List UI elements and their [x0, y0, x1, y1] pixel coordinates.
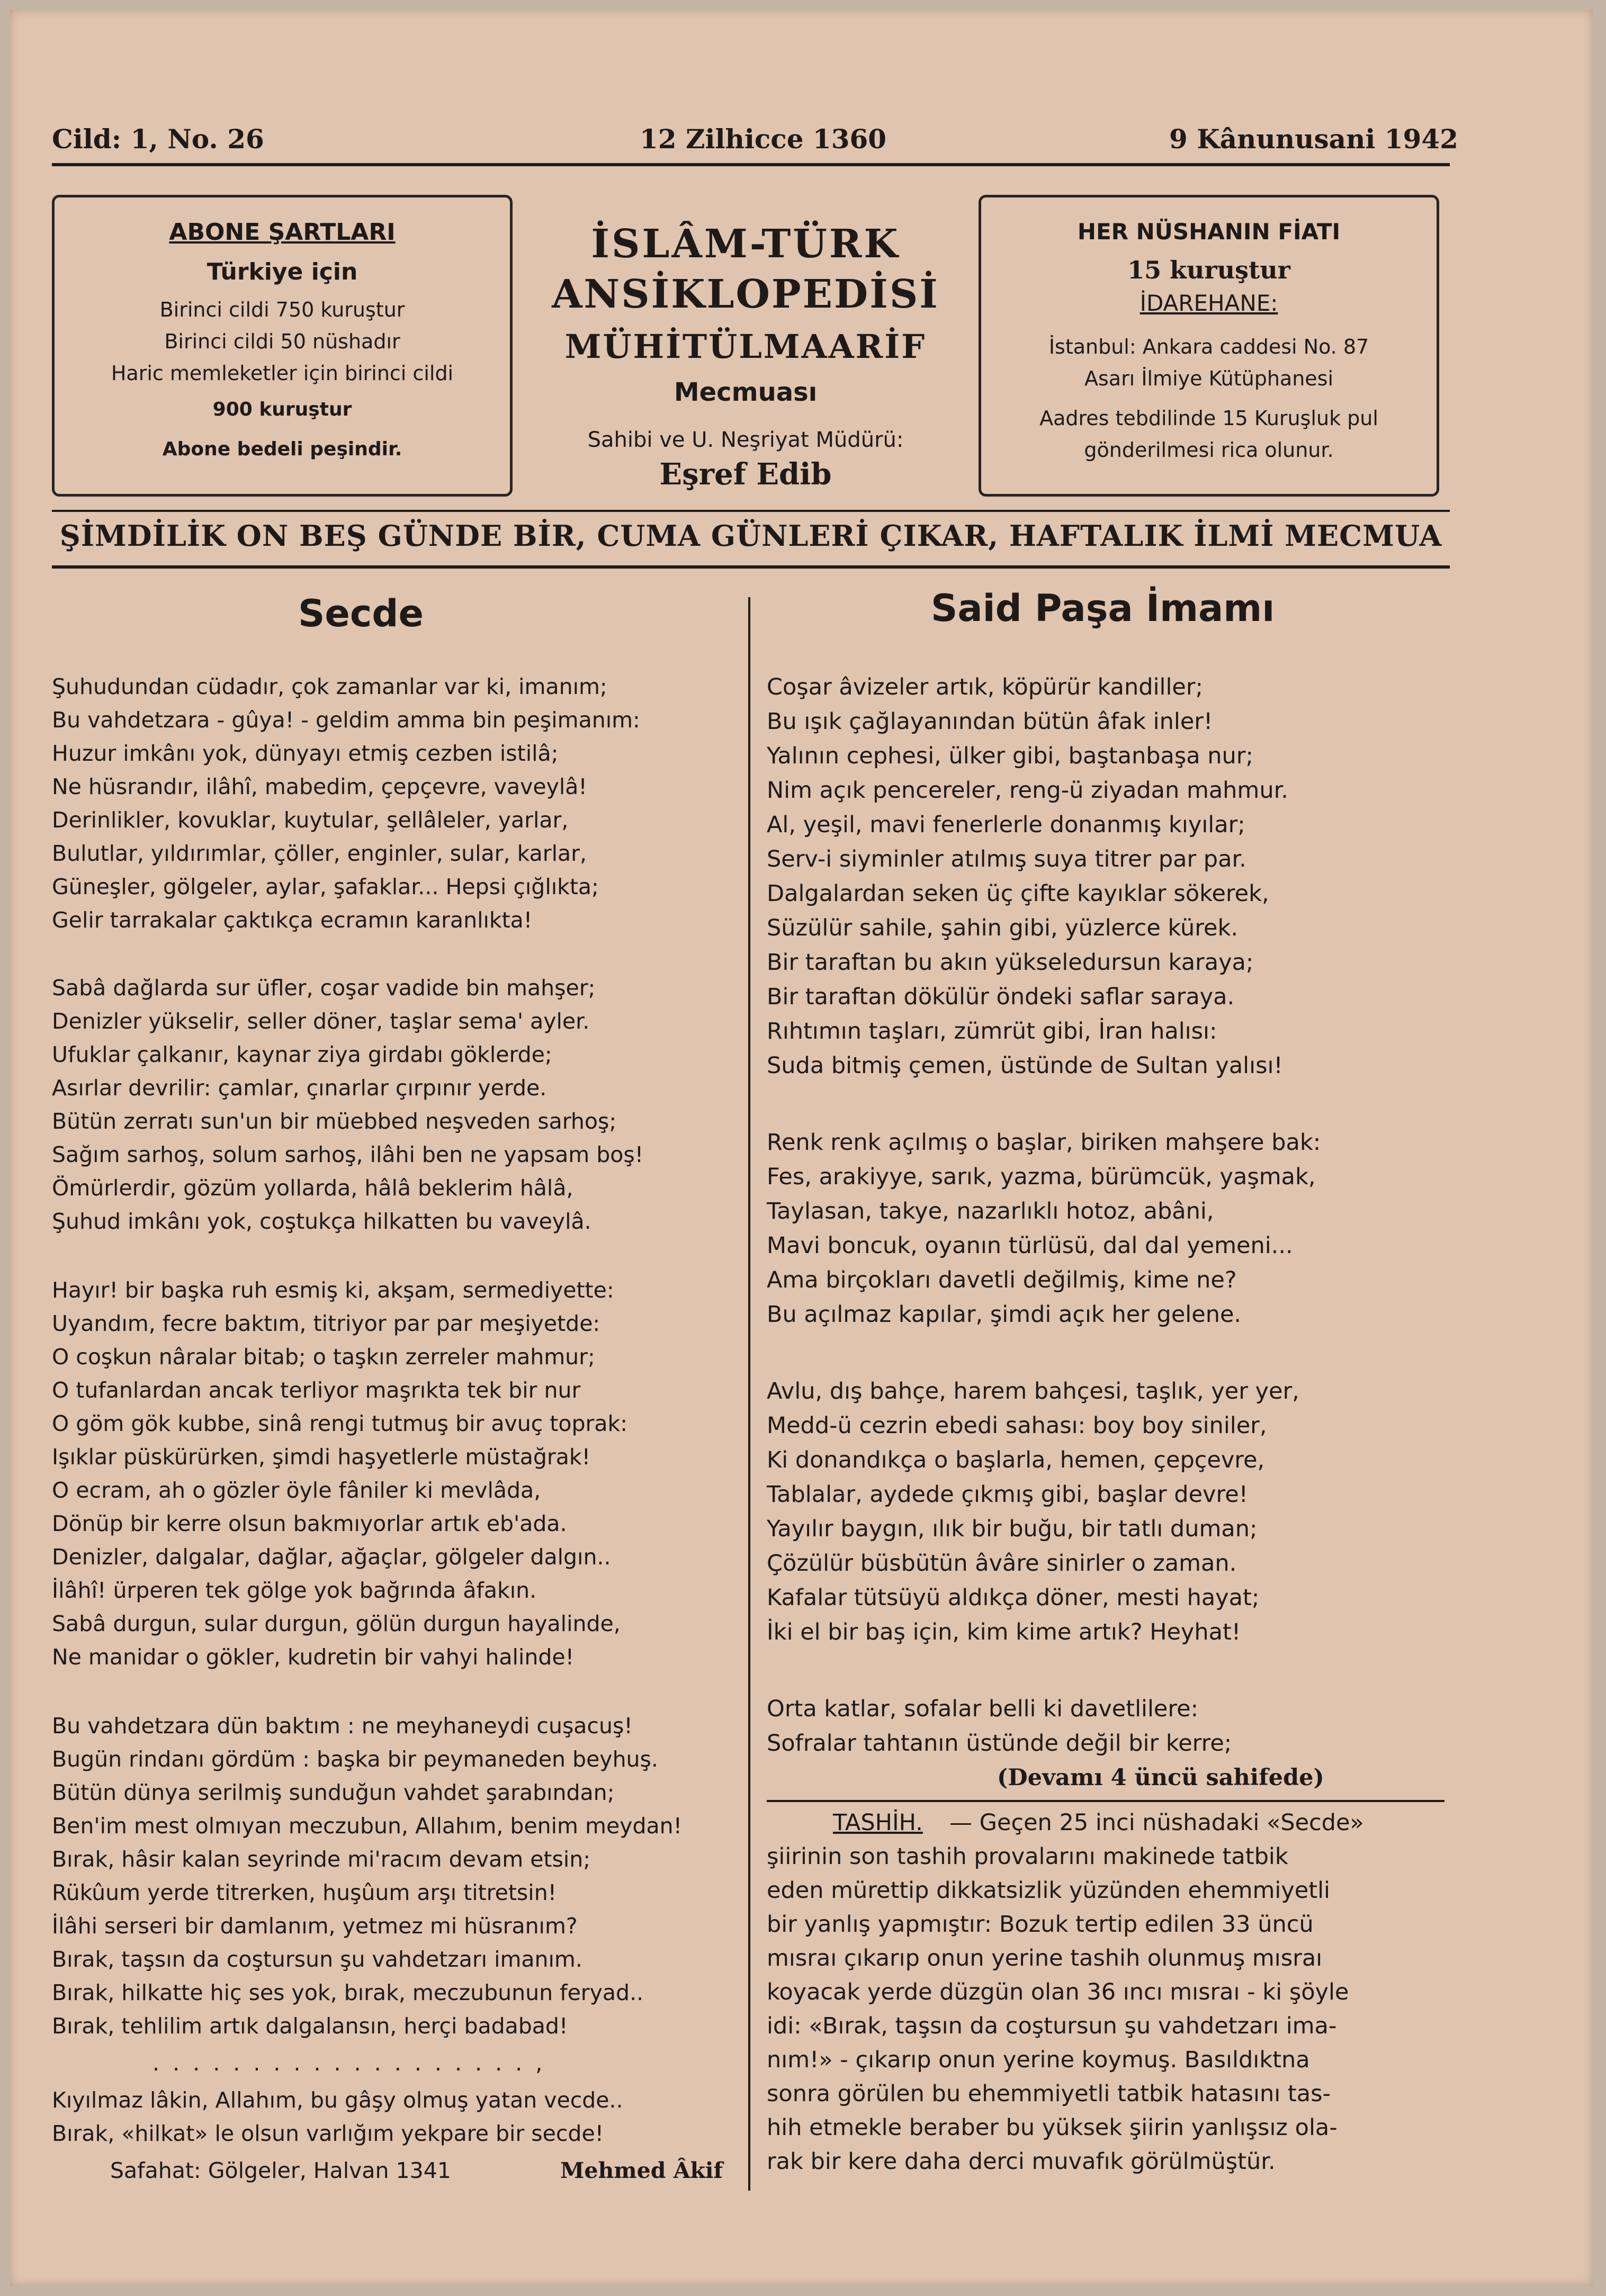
poem-line: Çözülür büsbütün âvâre sinirler o zaman. — [767, 1550, 1237, 1577]
correction-line: nım!» - çıkarıp onun yerine koymuş. Basıldıktna — [767, 2047, 1310, 2073]
volume-number: Cild: 1, No. 26 — [52, 123, 264, 155]
admin-label: İDAREHANE: — [1140, 290, 1278, 316]
subscription-line: Haric memleketler için birinci cildi — [111, 362, 454, 385]
poem-line: Denizler yükselir, seller döner, taşlar sema' ayler. — [52, 1009, 590, 1034]
poem-line: O ecram, ah o gözler öyle fâniler ki mevlâda, — [52, 1478, 541, 1503]
correction-line: — Geçen 25 inci nüshadaki «Secde» — [949, 1809, 1364, 1836]
poem-line: Tablalar, aydede çıkmış gibi, başlar devre! — [767, 1481, 1248, 1508]
poem-line: Ne manidar o gökler, kudretin bir vahyi halinde! — [52, 1644, 575, 1670]
hijri-date: 12 Zilhicce 1360 — [640, 123, 887, 155]
poem-line: Bırak, «hilkat» le olsun varlığım yekpare bir secde! — [52, 2121, 604, 2146]
poem-line: Ne hüsrandır, ilâhî, mabedim, çepçevre, vaveylâ! — [52, 774, 587, 799]
ellipsis-line: . . . . . . . . . . . . . . . . . . . , — [152, 2050, 546, 2076]
poem-line: Gelir tarrakalar çaktıkça ecramın karanlıkta! — [52, 907, 533, 933]
poem-line: Bu vahdetzara - gûya! - geldim amma bin peşimanım: — [52, 707, 640, 733]
masthead-line2: ANSİKLOPEDİSİ — [552, 272, 939, 317]
poem-line: Al, yeşil, mavi fenerlerle donanmış kıyılar; — [767, 812, 1245, 838]
poem-line: Medd-ü cezrin ebedi sahası: boy boy siniler, — [767, 1412, 1267, 1439]
publication-banner: ŞİMDİLİK ON BEŞ GÜNDE BİR, CUMA GÜNLERİ ÇIKAR, HAFTALIK İLMİ MECMUA — [59, 519, 1442, 553]
right-poem-title: Said Paşa İmamı — [931, 587, 1275, 630]
poem-line: Işıklar püskürürken, şimdi haşyetlerle müstağrak! — [52, 1444, 591, 1470]
masthead-line3: MÜHİTÜLMAARİF — [564, 327, 927, 366]
poem-line: Bu ışık çağlayanından bütün âfak inler! — [767, 708, 1213, 735]
poem-line: İki el bir baş için, kim kime artık? Heyhat! — [767, 1619, 1241, 1645]
correction-line: hih etmekle beraber bu yüksek şiirin yanlışsız ola- — [767, 2114, 1338, 2141]
subscription-box — [52, 195, 513, 497]
poem-line: Süzülür sahile, şahin gibi, yüzlerce kürek. — [767, 915, 1239, 941]
masthead-line4: Mecmuası — [674, 377, 818, 407]
poem-line: Bugün rindanı gördüm : başka bir peymaneden beyhuş. — [52, 1746, 658, 1772]
poem-line: O coşkun nâralar bitab; o taşkın zerreler mahmur; — [52, 1344, 595, 1370]
subscription-line: Abone bedeli peşindir. — [162, 438, 402, 460]
poem-line: Bir taraftan dökülür öndeki saflar saraya. — [767, 984, 1235, 1010]
poem-line: Sağım sarhoş, solum sarhoş, ilâhi ben ne yapsam boş! — [52, 1142, 644, 1167]
poem-line: Rıhtımın taşları, zümrüt gibi, İran halısı: — [767, 1018, 1217, 1045]
correction-line: sonra görülen bu ehemmiyetli tatbik hatasını tas- — [767, 2081, 1331, 2107]
poem-line: Rükûum yerde titrerken, huşûum arşı titretsin! — [52, 1880, 557, 1905]
poem-line: Bütün zerratı sun'un bir müebbed neşveden sarhoş; — [52, 1109, 617, 1134]
poem-line: Ki donandıkça o başlarla, hemen, çepçevre, — [767, 1447, 1265, 1473]
subscription-subtitle: Türkiye için — [207, 258, 358, 285]
poem-line: İlâhi serseri bir damlanım, yetmez mi hüsranım? — [52, 1913, 578, 1939]
correction-line: bir yanlış yapmıştır: Bozuk tertip edilen 33 üncü — [767, 1911, 1314, 1938]
poem-line: Huzur imkânı yok, dünyayı etmiş cezben istilâ; — [52, 741, 559, 766]
correction-label: TASHİH. — [833, 1809, 923, 1836]
price-line: İstanbul: Ankara caddesi No. 87 — [1048, 335, 1369, 358]
poem-line: O tufanlardan ancak terliyor maşrıkta tek bir nur — [52, 1377, 581, 1403]
poem-line: Bu vahdetzara dün baktım : ne meyhaneydi cuşacuş! — [52, 1713, 633, 1739]
top-rule — [52, 163, 1450, 166]
banner-rule-top — [52, 510, 1450, 512]
price-line: gönderilmesi rica olunur. — [1084, 438, 1334, 462]
poem-line: Bulutlar, yıldırımlar, çöller, enginler, sular, karlar, — [52, 841, 587, 866]
poem-line: Ömürlerdir, gözüm yollarda, hâlâ beklerim hâlâ, — [52, 1175, 573, 1201]
poem-line: Güneşler, gölgeler, aylar, şafaklar... Hepsi çığlıkta; — [52, 874, 599, 899]
poem-line: Bırak, hâsir kalan seyrinde mi'racım devam etsin; — [52, 1847, 591, 1872]
price-value: 15 kuruştur — [1127, 256, 1290, 284]
poem-line: Bırak, taşsın da coştursun şu vahdetzarı imanım. — [52, 1947, 582, 1972]
subscription-line: 900 kuruştur — [212, 399, 352, 420]
poem-line: Renk renk açılmış o başlar, biriken mahşere bak: — [767, 1129, 1321, 1156]
owner-name: Eşref Edib — [659, 457, 832, 492]
poem-line: Bir taraftan bu akın yükseledursun karaya; — [767, 949, 1254, 976]
banner-rule-bottom — [52, 565, 1450, 569]
poem-line: Derinlikler, kovuklar, kuytular, şellâleler, yarlar, — [52, 807, 569, 833]
poem-line: Yayılır baygın, ılık bir buğu, bir tatlı duman; — [767, 1516, 1258, 1542]
poem-line: Bütün dünya serilmiş sunduğun vahdet şarabından; — [52, 1780, 615, 1805]
poem-source: Safahat: Gölgeler, Halvan 1341 — [110, 2158, 451, 2183]
price-line: Asarı İlmiye Kütüphanesi — [1084, 367, 1334, 390]
poem-line: Denizler, dalgalar, dağlar, ağaçlar, gölgeler dalgın.. — [52, 1544, 611, 1570]
poem-line: Uyandım, fecre baktım, titriyor par par meşiyetde: — [52, 1311, 600, 1336]
masthead-line1: İSLÂM-TÜRK — [591, 221, 900, 267]
poem-line: İlâhî! ürperen tek gölge yok bağrında âfakın. — [52, 1578, 537, 1603]
poem-line: Avlu, dış bahçe, harem bahçesi, taşlık, yer yer, — [767, 1378, 1299, 1404]
poem-line: Ama birçokları davetli değilmiş, kime ne? — [767, 1267, 1237, 1293]
correction-line: şiirinin son tashih provalarını makinede tatbik — [767, 1843, 1288, 1870]
owner-label: Sahibi ve U. Neşriyat Müdürü: — [587, 428, 904, 452]
poem-line: Şuhud imkânı yok, coştukça hilkatten bu vaveylâ. — [52, 1209, 591, 1234]
poem-line: Serv-i siyminler atılmış suya titrer par par. — [767, 846, 1246, 872]
correction-rule — [767, 1800, 1444, 1802]
poem-line: Fes, arakiyye, sarık, yazma, bürümcük, yaşmak, — [767, 1164, 1316, 1190]
column-divider — [748, 597, 750, 2191]
poem-line: Asırlar devrilir: çamlar, çınarlar çırpınır yerde. — [52, 1075, 547, 1101]
subscription-line: Birinci cildi 50 nüshadır — [164, 330, 400, 353]
price-line: Aadres tebdilinde 15 Kuruşluk pul — [1039, 407, 1378, 430]
poem-line: Kafalar tütsüyü aldıkça döner, mesti hayat; — [767, 1584, 1260, 1611]
poem-line: Dalgalardan seken üç çifte kayıklar sökerek, — [767, 880, 1269, 907]
newspaper-page — [10, 10, 1593, 2286]
subscription-title: ABONE ŞARTLARI — [169, 219, 396, 246]
poem-line: Bu açılmaz kapılar, şimdi açık her gelene. — [767, 1301, 1242, 1328]
poem-line: Kıyılmaz lâkin, Allahım, bu gâşy olmuş yatan vecde.. — [52, 2087, 623, 2113]
poem-line: Nim açık pencereler, reng-ü ziyadan mahmur. — [767, 777, 1288, 804]
correction-line: koyacak yerde düzgün olan 36 ıncı mısraı - ki şöyle — [767, 1979, 1349, 2005]
poem-line: Sofralar tahtanın üstünde değil bir kerre; — [767, 1730, 1232, 1757]
poem-line: Ufuklar çalkanır, kaynar ziya girdabı göklerde; — [52, 1042, 552, 1067]
poem-line: O göm gök kubbe, sinâ rengi tutmuş bir avuç toprak: — [52, 1411, 628, 1436]
poem-line: Sabâ durgun, sular durgun, gölün durgun hayalinde, — [52, 1611, 621, 1636]
poem-author: Mehmed Âkif — [560, 2158, 723, 2183]
poem-line: Coşar âvizeler artık, köpürür kandiller; — [767, 674, 1204, 700]
poem-line: Şuhudundan cüdadır, çok zamanlar var ki, imanım; — [52, 674, 607, 699]
poem-line: Orta katlar, sofalar belli ki davetlilere: — [767, 1696, 1199, 1722]
poem-line: Taylasan, takye, nazarlıklı hotoz, abâni, — [767, 1198, 1214, 1224]
correction-line: idi: «Bırak, taşsın da coştursun şu vahdetzarı ima- — [767, 2013, 1337, 2039]
poem-line: Yalının cephesi, ülker gibi, baştanbaşa nur; — [767, 743, 1253, 769]
continuation-note: (Devamı 4 üncü sahifede) — [997, 1764, 1324, 1791]
poem-line: Ben'im mest olmıyan meczubun, Allahım, benim meydan! — [52, 1813, 683, 1839]
poem-line: Mavi boncuk, oyanın türlüsü, dal dal yemeni... — [767, 1232, 1293, 1259]
poem-line: Bırak, tehlilim artık dalgalansın, herçi badabad! — [52, 2013, 568, 2039]
gregorian-date: 9 Kânunusani 1942 — [1169, 123, 1458, 155]
correction-line: mısraı çıkarıp onun yerine tashih olunmuş mısraı — [767, 1945, 1323, 1971]
correction-line: eden mürettip dikkatsizlik yüzünden ehemmiyetli — [767, 1877, 1330, 1904]
poem-line: Hayır! bir başka ruh esmiş ki, akşam, sermediyette: — [52, 1277, 614, 1303]
poem-line: Bırak, hilkatte hiç ses yok, bırak, meczubunun feryad.. — [52, 1980, 644, 2005]
poem-line: Sabâ dağlarda sur üfler, coşar vadide bin mahşer; — [52, 975, 596, 1001]
correction-line: rak bir kere daha derci muvafık görülmüştür. — [767, 2148, 1276, 2175]
poem-line: Dönüp bir kerre olsun bakmıyorlar artık eb'ada. — [52, 1511, 567, 1536]
subscription-line: Birinci cildi 750 kuruştur — [159, 298, 405, 321]
left-poem-title: Secde — [298, 592, 424, 635]
price-box — [979, 195, 1439, 497]
poem-line: Suda bitmiş çemen, üstünde de Sultan yalısı! — [767, 1052, 1283, 1079]
price-title: HER NÜSHANIN FİATI — [1077, 219, 1341, 245]
